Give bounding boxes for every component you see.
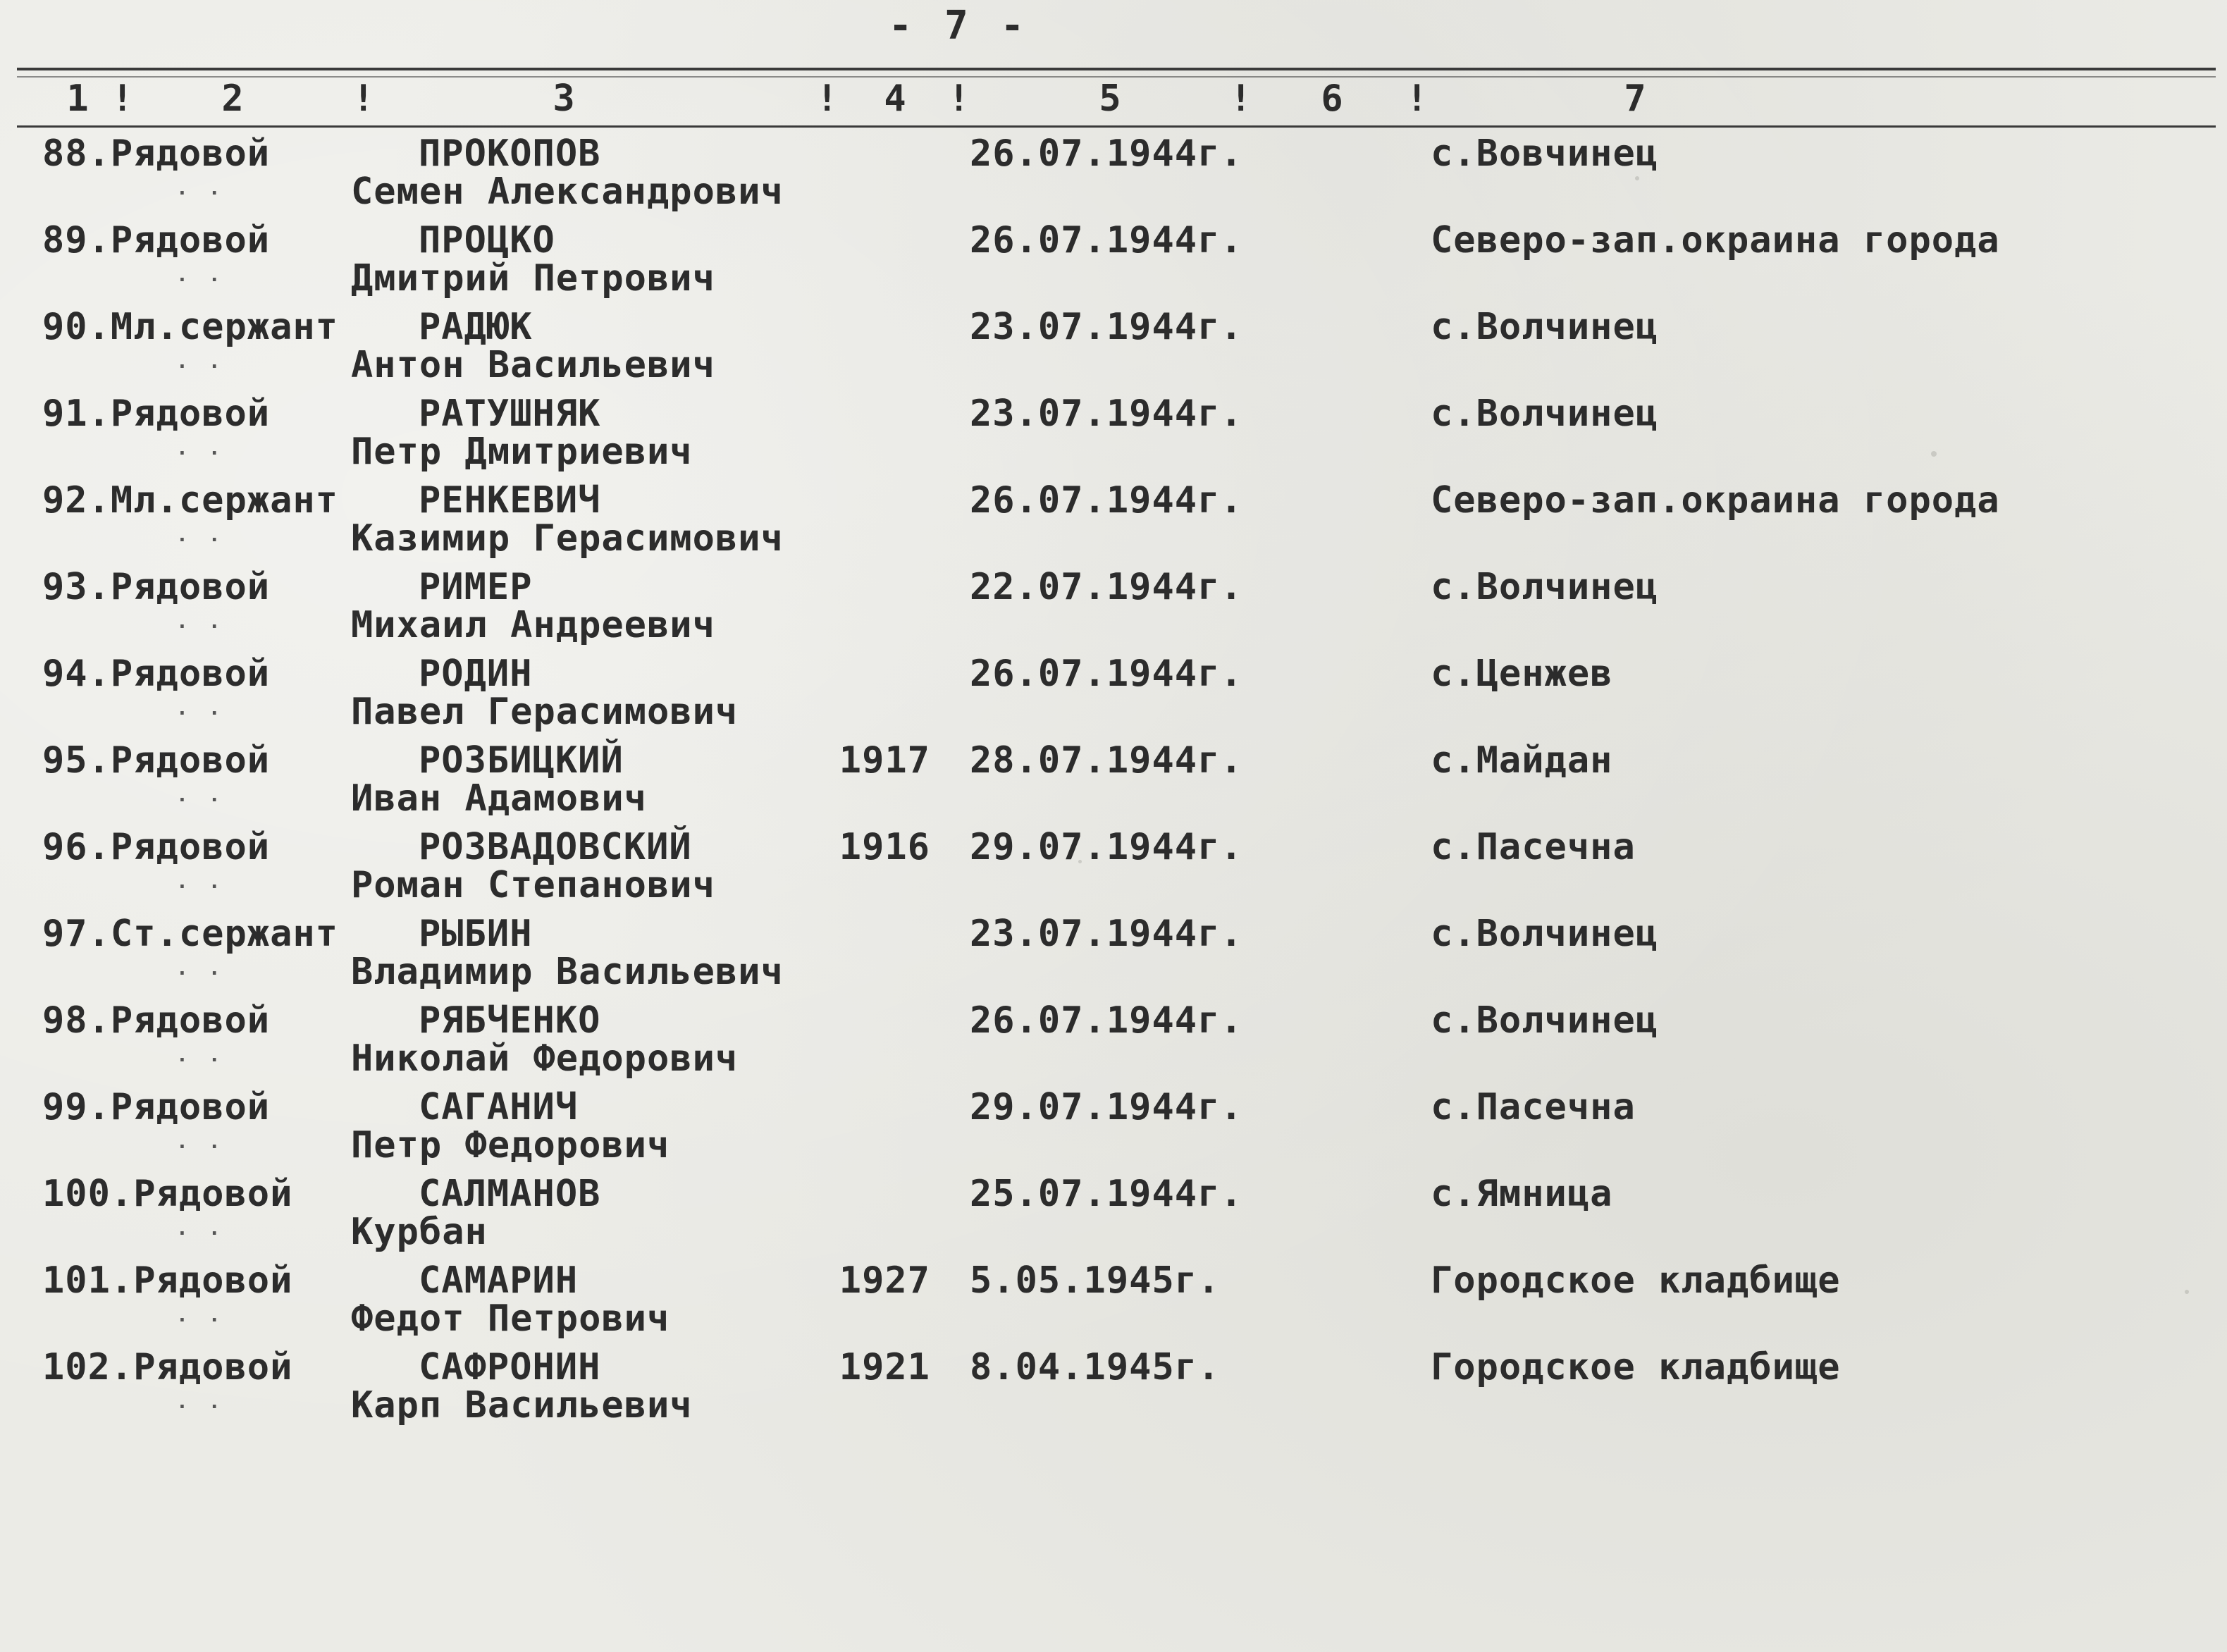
column-separator: !	[948, 78, 970, 120]
place-cell: с.Майдан	[1431, 739, 1613, 782]
table-row	[0, 826, 2227, 913]
date-cell: 26.07.1944г.	[970, 132, 1243, 175]
place-cell: с.Волчинец	[1431, 393, 1659, 435]
surname-cell: РОЗБИЦКИЙ	[419, 739, 624, 782]
rank-cell: 89.Рядовой	[42, 219, 271, 261]
table-row	[0, 566, 2227, 653]
column-header-2: 2	[221, 78, 244, 120]
rank-cell: 102.Рядовой	[42, 1346, 293, 1388]
given-names-cell: Павел Герасимович	[351, 691, 739, 733]
place-cell: с.Волчинец	[1431, 999, 1659, 1042]
row-dots: . .	[176, 176, 225, 199]
row-dots: . .	[176, 1216, 225, 1240]
surname-cell: РОДИН	[419, 653, 533, 695]
column-header-4: 4	[884, 78, 906, 120]
surname-cell: САГАНИЧ	[419, 1086, 579, 1128]
records-table	[0, 132, 2227, 1433]
row-dots: . .	[176, 1303, 225, 1326]
place-cell: с.Ямница	[1431, 1173, 1613, 1215]
birth-year-cell: 1917	[839, 739, 930, 782]
header-rule	[17, 125, 2216, 128]
rank-cell: 98.Рядовой	[42, 999, 271, 1042]
date-cell: 26.07.1944г.	[970, 653, 1243, 695]
column-header-5: 5	[1099, 78, 1121, 120]
place-cell: с.Ценжев	[1431, 653, 1613, 695]
given-names-cell: Иван Адамович	[351, 777, 647, 820]
place-cell: Северо-зап.окраина города	[1431, 219, 2000, 261]
place-cell: Северо-зап.окраина города	[1431, 479, 2000, 522]
row-dots: . .	[176, 696, 225, 720]
given-names-cell: Петр Федорович	[351, 1124, 670, 1166]
surname-cell: РЫБИН	[419, 913, 533, 955]
given-names-cell: Николай Федорович	[351, 1037, 739, 1080]
rank-cell: 92.Мл.сержант	[42, 479, 338, 522]
table-row	[0, 1259, 2227, 1346]
given-names-cell: Карп Васильевич	[351, 1384, 693, 1426]
column-separator: !	[1230, 78, 1252, 120]
table-row	[0, 999, 2227, 1086]
table-row	[0, 653, 2227, 739]
column-header-7: 7	[1624, 78, 1646, 120]
paper-speck	[1635, 176, 1639, 180]
surname-cell: РЯБЧЕНКО	[419, 999, 601, 1042]
surname-cell: РОЗВАДОВСКИЙ	[419, 826, 692, 868]
rank-cell: 95.Рядовой	[42, 739, 271, 782]
row-dots: . .	[176, 956, 225, 980]
birth-year-cell: 1927	[839, 1259, 930, 1302]
place-cell: с.Волчинец	[1431, 566, 1659, 608]
given-names-cell: Роман Степанович	[351, 864, 715, 906]
top-rule	[17, 68, 2216, 70]
date-cell: 26.07.1944г.	[970, 479, 1243, 522]
surname-cell: САМАРИН	[419, 1259, 579, 1302]
rank-cell: 91.Рядовой	[42, 393, 271, 435]
paper-speck	[1931, 451, 1937, 457]
given-names-cell: Федот Петрович	[351, 1297, 670, 1340]
given-names-cell: Семен Александрович	[351, 171, 784, 213]
row-dots: . .	[176, 610, 225, 633]
date-cell: 28.07.1944г.	[970, 739, 1243, 782]
rank-cell: 96.Рядовой	[42, 826, 271, 868]
rank-cell: 93.Рядовой	[42, 566, 271, 608]
date-cell: 26.07.1944г.	[970, 999, 1243, 1042]
column-header-3: 3	[553, 78, 575, 120]
surname-cell: РИМЕР	[419, 566, 533, 608]
column-separator: !	[816, 78, 839, 120]
table-row	[0, 1086, 2227, 1173]
place-cell: с.Волчинец	[1431, 913, 1659, 955]
rank-cell: 88.Рядовой	[42, 132, 271, 175]
surname-cell: РАДЮК	[419, 306, 533, 348]
rank-cell: 90.Мл.сержант	[42, 306, 338, 348]
surname-cell: РАТУШНЯК	[419, 393, 601, 435]
date-cell: 23.07.1944г.	[970, 913, 1243, 955]
table-row	[0, 479, 2227, 566]
table-row	[0, 219, 2227, 306]
table-row	[0, 306, 2227, 393]
row-dots: . .	[176, 1390, 225, 1413]
given-names-cell: Дмитрий Петрович	[351, 257, 715, 300]
date-cell: 23.07.1944г.	[970, 306, 1243, 348]
paper-speck	[1078, 860, 1082, 863]
surname-cell: ПРОЦКО	[419, 219, 555, 261]
birth-year-cell: 1916	[839, 826, 930, 868]
place-cell: с.Пасечна	[1431, 1086, 1636, 1128]
given-names-cell: Антон Васильевич	[351, 344, 715, 386]
row-dots: . .	[176, 870, 225, 893]
date-cell: 29.07.1944г.	[970, 1086, 1243, 1128]
row-dots: . .	[176, 783, 225, 806]
place-cell: Городское кладбище	[1431, 1346, 1841, 1388]
table-row	[0, 913, 2227, 999]
date-cell: 8.04.1945г.	[970, 1346, 1221, 1388]
table-row	[0, 739, 2227, 826]
rank-cell: 99.Рядовой	[42, 1086, 271, 1128]
page-number: - 7 -	[888, 3, 1029, 49]
surname-cell: РЕНКЕВИЧ	[419, 479, 601, 522]
row-dots: . .	[176, 436, 225, 460]
column-header-6: 6	[1321, 78, 1343, 120]
place-cell: с.Пасечна	[1431, 826, 1636, 868]
date-cell: 25.07.1944г.	[970, 1173, 1243, 1215]
row-dots: . .	[176, 350, 225, 373]
surname-cell: ПРОКОПОВ	[419, 132, 601, 175]
date-cell: 23.07.1944г.	[970, 393, 1243, 435]
date-cell: 5.05.1945г.	[970, 1259, 1221, 1302]
given-names-cell: Курбан	[351, 1211, 488, 1253]
rank-cell: 94.Рядовой	[42, 653, 271, 695]
birth-year-cell: 1921	[839, 1346, 930, 1388]
surname-cell: САЛМАНОВ	[419, 1173, 601, 1215]
place-cell: Городское кладбище	[1431, 1259, 1841, 1302]
given-names-cell: Владимир Васильевич	[351, 951, 784, 993]
surname-cell: САФРОНИН	[419, 1346, 601, 1388]
rank-cell: 97.Ст.сержант	[42, 913, 338, 955]
rank-cell: 101.Рядовой	[42, 1259, 293, 1302]
column-separator: !	[111, 78, 134, 120]
row-dots: . .	[176, 523, 225, 546]
given-names-cell: Петр Дмитриевич	[351, 431, 693, 473]
row-dots: . .	[176, 1043, 225, 1066]
table-row	[0, 132, 2227, 219]
paper-speck	[2185, 1290, 2189, 1294]
row-dots: . .	[176, 1130, 225, 1153]
column-separator: !	[1406, 78, 1429, 120]
table-header	[0, 75, 2227, 124]
rank-cell: 100.Рядовой	[42, 1173, 293, 1215]
place-cell: с.Вовчинец	[1431, 132, 1659, 175]
table-row	[0, 1346, 2227, 1433]
column-separator: !	[352, 78, 375, 120]
given-names-cell: Михаил Андреевич	[351, 604, 715, 646]
row-dots: . .	[176, 263, 225, 286]
table-row	[0, 393, 2227, 479]
date-cell: 29.07.1944г.	[970, 826, 1243, 868]
column-header-1: 1	[66, 78, 89, 120]
date-cell: 26.07.1944г.	[970, 219, 1243, 261]
table-row	[0, 1173, 2227, 1259]
given-names-cell: Казимир Герасимович	[351, 517, 784, 560]
place-cell: с.Волчинец	[1431, 306, 1659, 348]
date-cell: 22.07.1944г.	[970, 566, 1243, 608]
